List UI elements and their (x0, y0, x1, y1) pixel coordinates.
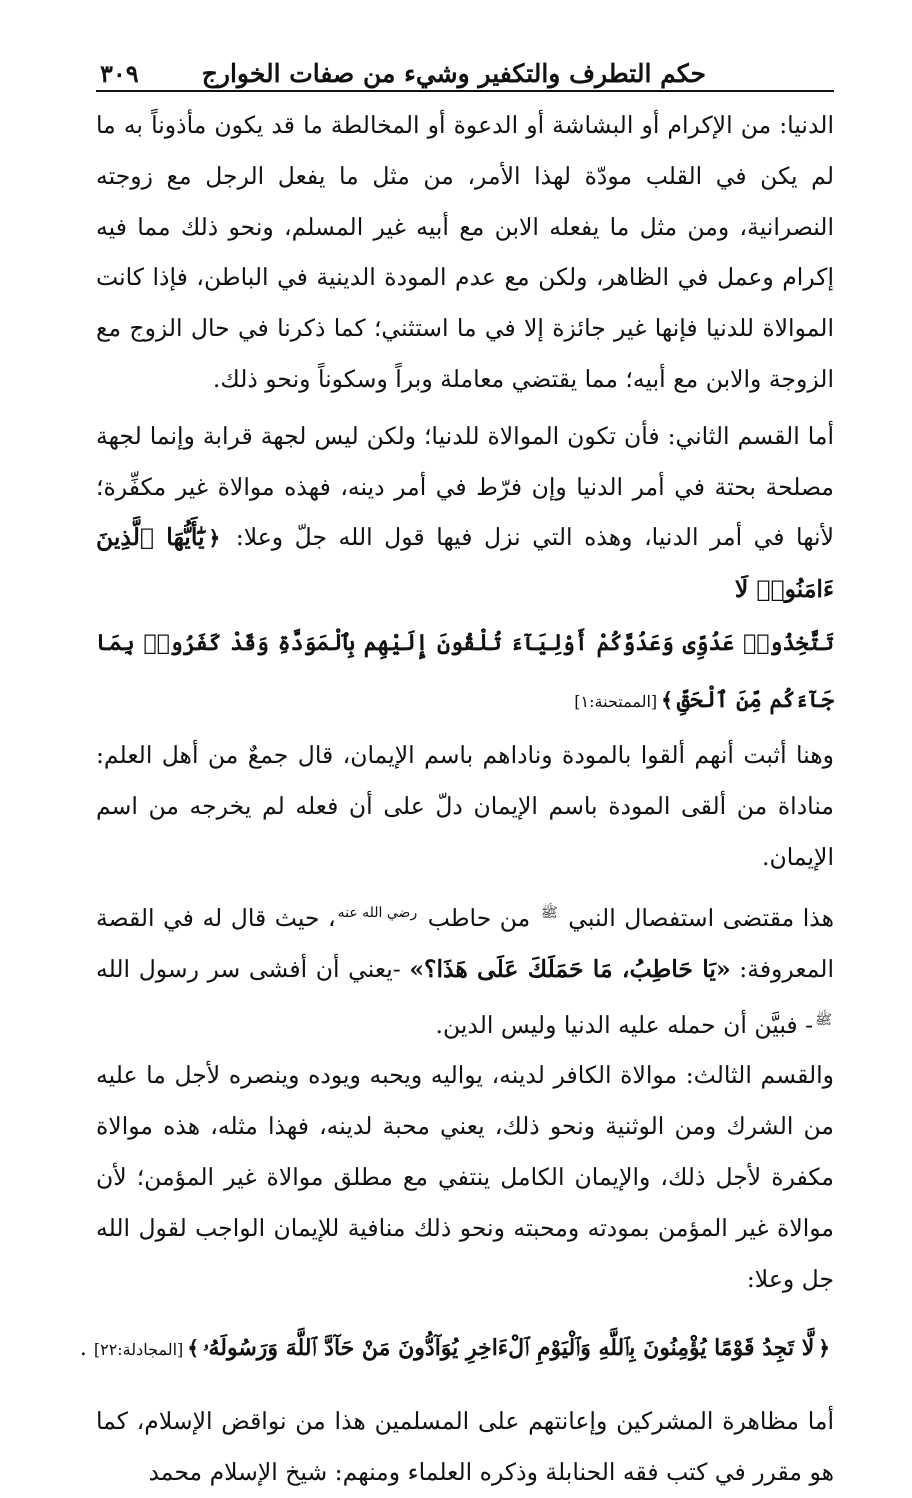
paragraph-2-text: أما القسم الثاني: فأن تكون الموالاة للدنيا؛ ولكن ليس لجهة قرابة وإنما لجهة مصلحة بحتة في أمر الدنيا وإن فرّط في أمر دينه، فهذه موالاة غير مكفِّرة؛ لأنها في أمر الدنيا، وهذه التي نزل فيها قول الله جلّ وعلا: (96, 421, 834, 552)
quran-open-bracket-icon: ﴿ (208, 526, 221, 551)
paragraph-6: أما مظاهرة المشركين وإعانتهم على المسلمين هذا من نواقض الإسلام، كما هو مقرر في كتب فقه الحنابلة وذكره العلماء ومنهم: شيخ الإسلام محمد (96, 1407, 834, 1487)
quran-close-bracket-icon-2: ﴾ (187, 1336, 199, 1361)
paragraph-4-part-e: - فبيَّن أن حمله عليه الدنيا وليس الدين. (435, 1010, 814, 1039)
page-body (79, 100, 834, 1498)
quran-verse-1-line-2 (96, 615, 834, 730)
quran-open-bracket-icon-2: ﴿ (818, 1336, 830, 1361)
verse-2-reference: [المجادلة:٢٢] (93, 1340, 184, 1360)
paragraph-5: والقسم الثالث: موالاة الكافر لدينه، يواليه ويحبه ويوده وينصره لأجل ما عليه من الشرك ومن الوثنية ونحو ذلك، يعني محبة لدينه، فهذا مثله، هذه موالاة مكفرة لأجل ذلك، والإيمان الكامل ينتفي مع مطلق موالاة غير المؤمن؛ لأن موالاة غير المؤمن بمودته ومحبته ونحو ذلك منافية للإيمان الواجب لقول الله جل وعلا: (96, 1061, 834, 1293)
paragraph-4-part-d: -يعني أن أفشى سر رسول الله (96, 954, 401, 983)
quran-verse-2: لَّا تَجِدُ قَوْمًا يُؤْمِنُونَ بِٱللَّهِ وَٱلْيَوْمِ ٱلْءَاخِرِ يُوَآدُّونَ مَنْ حَآدَّ ٱللَّهَ وَرَسُولَهُۥ (202, 1335, 815, 1362)
page-header (96, 50, 834, 92)
paragraph-4-part-a: هذا مقتضى استفصال النبي (568, 904, 834, 933)
paragraph-4-part-b: من حاطب (427, 904, 531, 933)
quran-verse-2-line (79, 1320, 834, 1378)
salutation-companion-icon: رضي الله عنه (337, 905, 418, 922)
verse-2-period: . (79, 1336, 87, 1362)
paragraph-1: الدنيا: من الإكرام أو البشاشة أو الدعوة أو المخالطة ما قد يكون مأذوناً به ما لم يكن في القلب مودّة لهذا الأمر، من مثل ما يفعل الرجل مع زوجته النصرانية، ومن مثل ما يفعله الابن مع أبيه غير المسلم، ونحو ذلك مما فيه إكرام وعمل في الظاهر، ولكن مع عدم المودة الدينية في الباطن، فإذا كانت الموالاة للدنيا فإنها غير جائزة إلا في ما استثني؛ كما ذكرنا في حال الزوج مع الزوجة والابن مع أبيه؛ مما يقتضي معاملة وبراً وسكوناً ونحو ذلك. (96, 111, 834, 393)
verse-1-reference: [الممتحنة:١] (574, 691, 658, 711)
paragraph-4 (96, 888, 834, 1050)
page-number: ٣٠٩ (100, 59, 139, 88)
salutation-prophet-icon-2: ﷺ (815, 1011, 832, 1028)
paragraph-4-part-c: ، حيث قال له في القصة المعروفة: (96, 904, 834, 983)
quran-verse-1-part-2: تَتَّخِذُوا۟ عَدُوِّى وَعَدُوَّكُمْ أَوْلِيَآءَ تُلْقُونَ إِلَيْهِم بِٱلْمَوَدَّةِ وَقَدْ كَفَرُوا۟ بِمَا جَآءَكُم مِّنَ ٱلْحَقِّ (96, 629, 834, 713)
paragraph-2 (96, 411, 834, 615)
quran-verse-1-part-1: يَٰٓأَيُّهَا ٱلَّذِينَ ءَامَنُوا۟ لَا (96, 523, 834, 604)
paragraph-3: وهنا أثبت أنهم ألقوا بالمودة وناداهم باسم الإيمان، قال جمعٌ من أهل العلم: مناداة من ألقى المودة باسم الإيمان دلّ على أن فعله لم يخرجه من اسم الإيمان. (96, 740, 834, 871)
running-title: حكم التطرف والتكفير وشيء من صفات الخوارج (201, 59, 706, 88)
hadith-quote: «يَا حَاطِبُ، مَا حَمَلَكَ عَلَى هَذَا؟» (409, 954, 731, 983)
salutation-prophet-icon: ﷺ (540, 905, 558, 922)
quran-close-bracket-icon: ﴾ (661, 687, 673, 712)
